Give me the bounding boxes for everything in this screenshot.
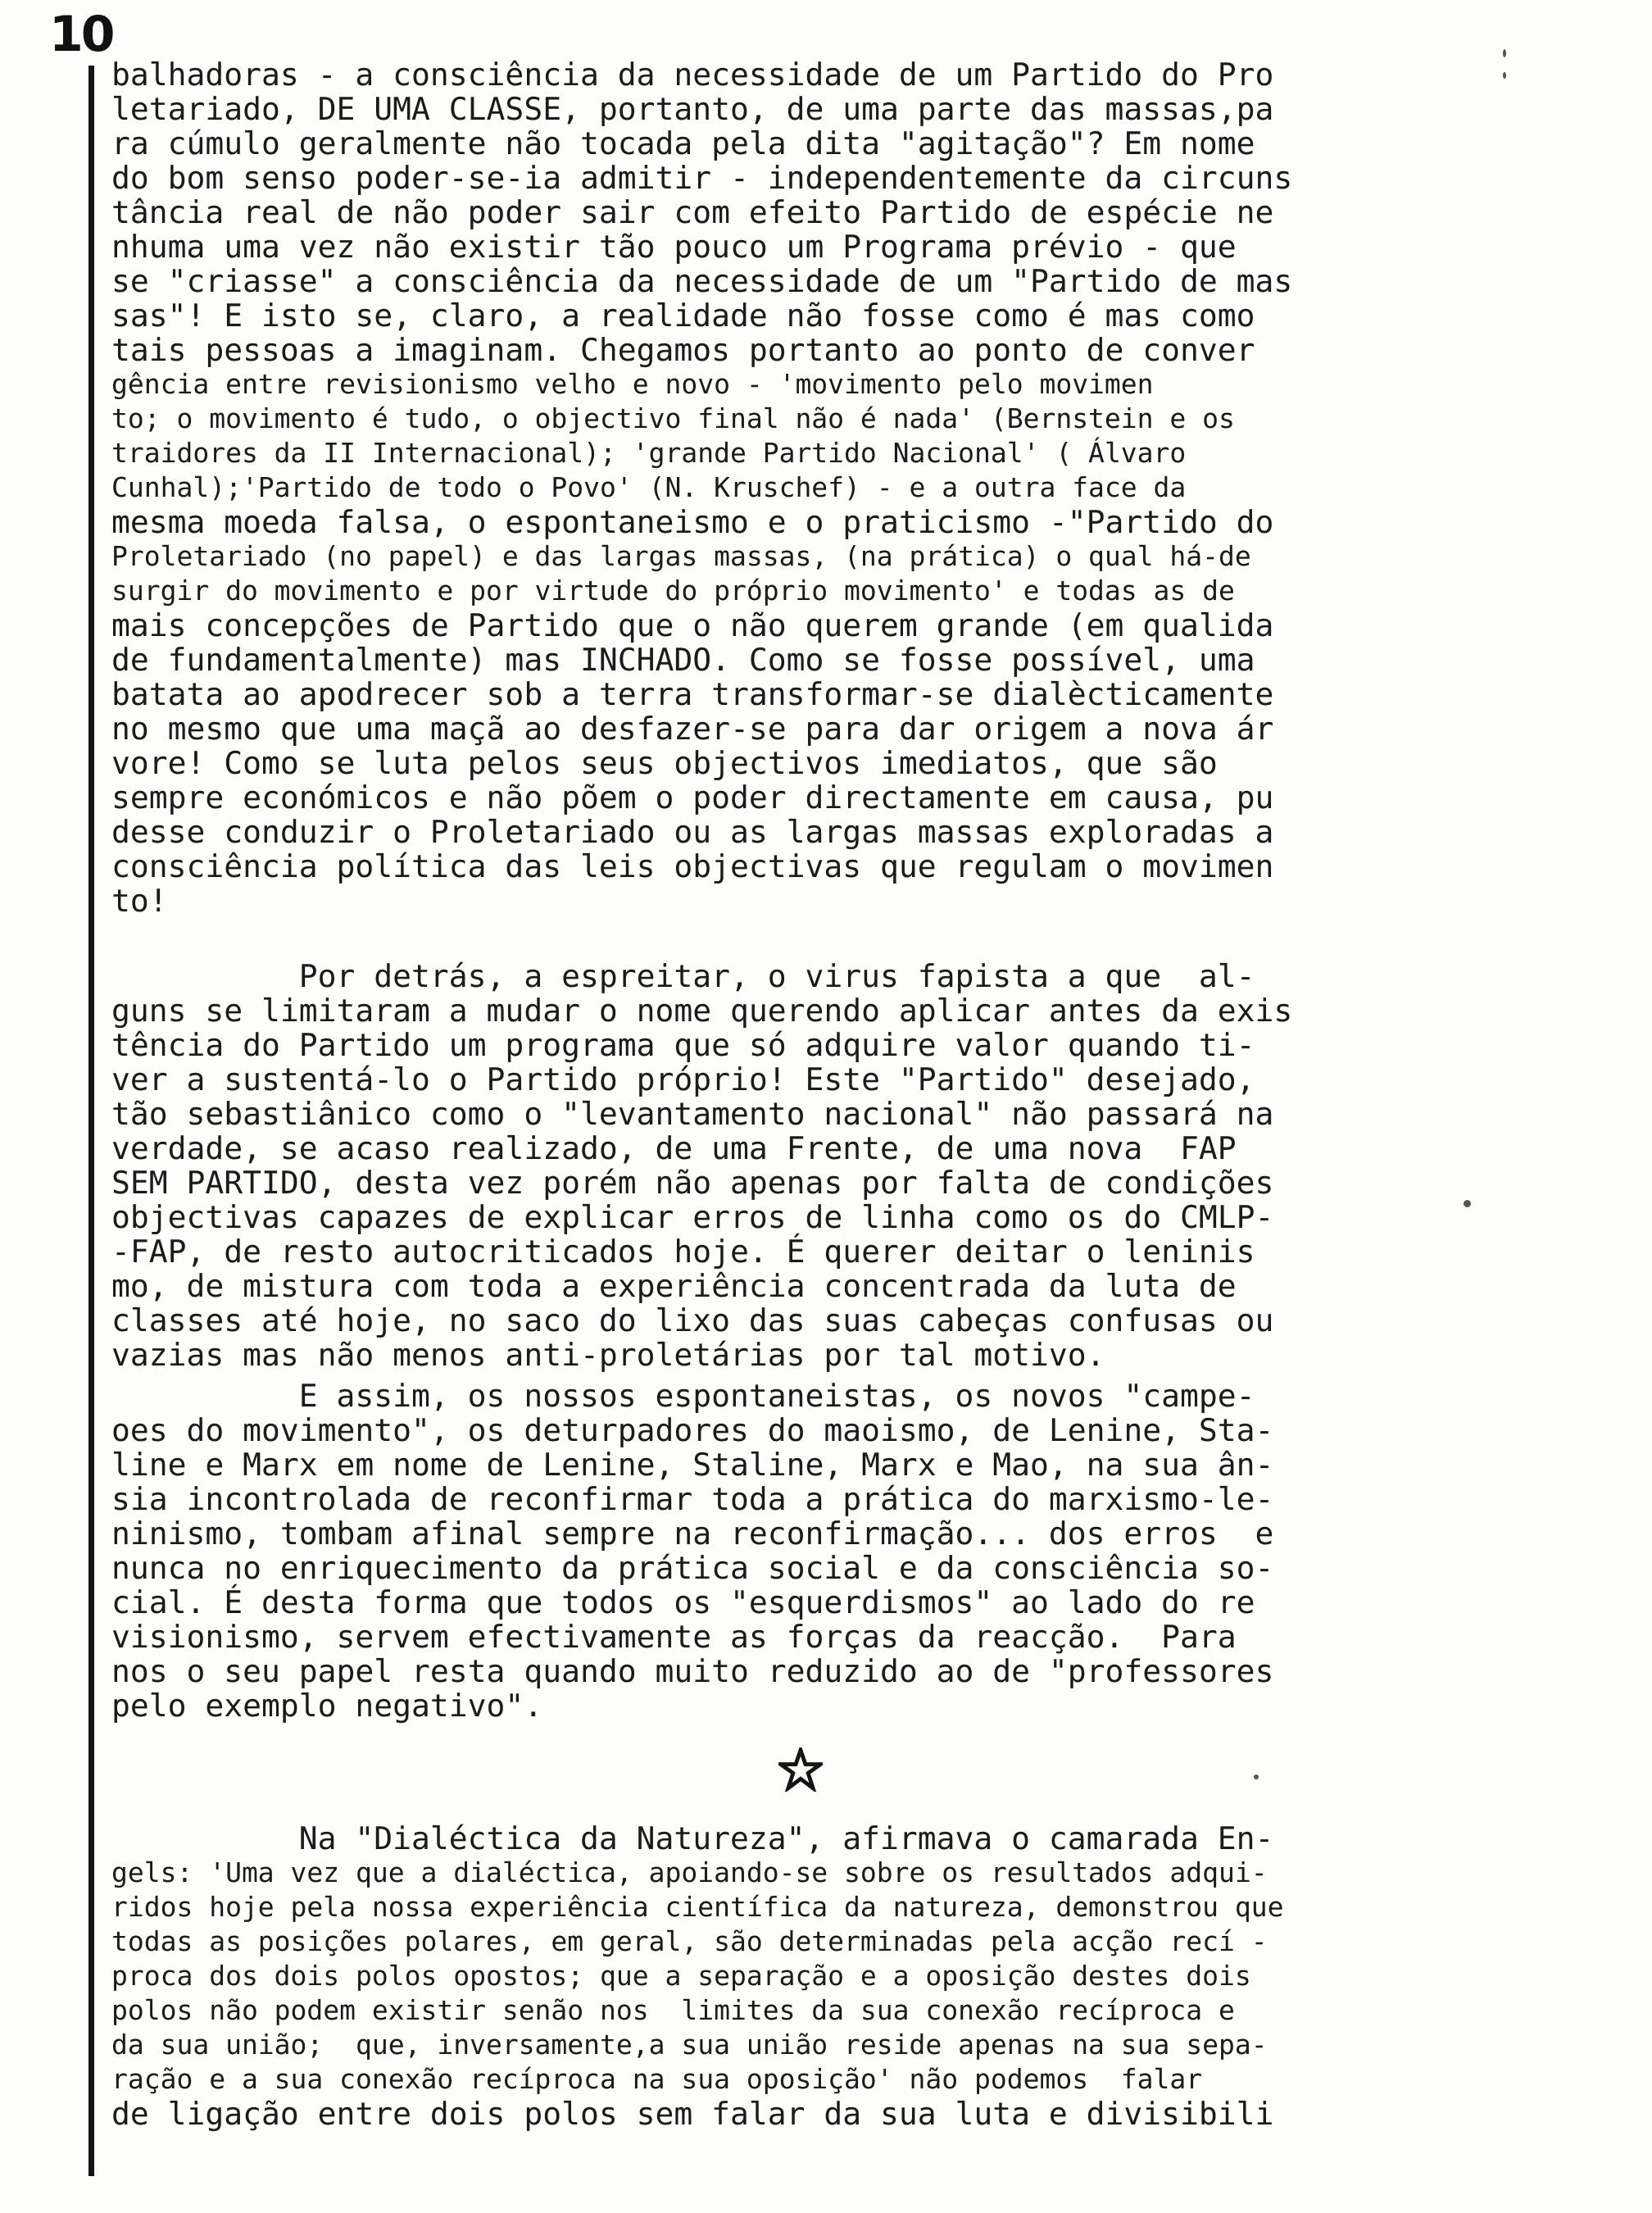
text-line: consciência política das leis objectivas que regulam o movimen [111,848,1274,884]
text-line: gels: 'Uma vez que a dialéctica, apoiando-se sobre os resultados adqui- [111,1856,1268,1888]
text-line: line e Marx em nome de Lenine, Staline, Marx e Mao, na sua ân- [111,1447,1274,1483]
text-line: polos não podem existir senão nos limites da sua conexão recíproca e [111,1994,1235,2026]
margin-rule [88,66,94,2176]
text-line: E assim, os nossos espontaneistas, os novos "campe- [111,1378,1255,1414]
scan-speck [1503,72,1506,79]
scan-speck [1254,1774,1259,1779]
text-line: sas"! E isto se, claro, a realidade não fosse como é mas como [111,298,1255,334]
text-line: ninismo, tombam afinal sempre na reconfirmação... dos erros e [111,1515,1274,1552]
text-line: Por detrás, a espreitar, o virus fapista a que al- [111,958,1255,994]
text-line: to! [111,883,168,919]
text-line: todas as posições polares, em geral, são determinadas pela acção recí - [111,1925,1268,1957]
text-line: sempre económicos e não põem o poder directamente em causa, pu [111,779,1274,816]
text-line: -FAP, de resto autocriticados hoje. É querer deitar o leninis [111,1234,1255,1270]
text-line: do bom senso poder-se-ia admitir - independentemente da circuns [111,160,1293,196]
text-line: SEM PARTIDO, desta vez porém não apenas por falta de condições [111,1165,1274,1201]
text-line: Na "Dialéctica da Natureza", afirmava o camarada En- [111,1820,1274,1856]
text-line: nhuma uma vez não existir tão pouco um Programa prévio - que [111,229,1237,265]
text-line: traidores da II Internacional); 'grande Partido Nacional' ( Álvaro [111,437,1187,469]
scan-speck [1464,1200,1471,1207]
text-line: verdade, se acaso realizado, de uma Frente, de uma nova FAP [111,1130,1237,1166]
text-line: ra cúmulo geralmente não tocada pela dita "agitação"? Em nome [111,125,1255,161]
text-line: balhadoras - a consciência da necessidade de um Partido do Pro [111,57,1274,93]
text-line: vore! Como se luta pelos seus objectivos imediatos, que são [111,745,1218,781]
text-line: ver a sustentá-lo o Partido próprio! Este "Partido" desejado, [111,1061,1255,1097]
star-icon [778,1747,823,1792]
text-line: visionismo, servem efectivamente as forças da reacção. Para [111,1619,1237,1655]
page-number: 10 [49,6,113,63]
text-line: classes até hoje, no saco do lixo das suas cabeças confusas ou [111,1302,1274,1338]
text-line: nos o seu papel resta quando muito reduzido ao de "professores [111,1653,1274,1689]
text-line: to; o movimento é tudo, o objectivo final não é nada' (Bernstein e os [111,402,1235,434]
text-line: oes do movimento", os deturpadores do maoismo, de Lenine, Sta- [111,1412,1274,1448]
text-line: Cunhal);'Partido de todo o Povo' (N. Kruschef) - e a outra face da [111,471,1187,503]
text-line: pelo exemplo negativo". [111,1688,543,1724]
text-line: tão sebastiânico como o "levantamento nacional" não passará na [111,1096,1274,1132]
text-line: de ligação entre dois polos sem falar da sua luta e divisibili [111,2096,1274,2132]
text-line: objectivas capazes de explicar erros de linha como os do CMLP- [111,1199,1274,1235]
text-line: ridos hoje pela nossa experiência científica da natureza, demonstrou que [111,1891,1284,1923]
text-line: desse conduzir o Proletariado ou as largas massas exploradas a [111,814,1274,850]
text-line: guns se limitaram a mudar o nome querendo aplicar antes da exis [111,993,1293,1029]
text-line: gência entre revisionismo velho e novo - 'movimento pelo movimen [111,368,1154,400]
text-line: no mesmo que uma maçã ao desfazer-se para dar origem a nova ár [111,711,1274,747]
text-line: tais pessoas a imaginam. Chegamos portanto ao ponto de conver [111,332,1255,368]
text-line: tência do Partido um programa que só adquire valor quando ti- [111,1027,1255,1063]
text-line: mo, de mistura com toda a experiência concentrada da luta de [111,1268,1237,1304]
text-line: nunca no enriquecimento da prática social e da consciência so- [111,1550,1274,1586]
text-line: Proletariado (no papel) e das largas massas, (na prática) o qual há-de [111,540,1251,572]
text-line: mesma moeda falsa, o espontaneismo e o praticismo -"Partido do [111,504,1274,540]
text-line: proca dos dois polos opostos; que a separação e a oposição destes dois [111,1960,1251,1992]
text-line: sia incontrolada de reconfirmar toda a prática do marxismo-le- [111,1481,1274,1517]
text-line: ração e a sua conexão recíproca na sua oposição' não podemos falar [111,2063,1203,2095]
text-line: letariado, DE UMA CLASSE, portanto, de uma parte das massas,pa [111,91,1274,127]
text-line: tância real de não poder sair com efeito Partido de espécie ne [111,194,1274,230]
text-line: de fundamentalmente) mas INCHADO. Como se fosse possível, uma [111,642,1255,678]
text-line: surgir do movimento e por virtude do próprio movimento' e todas as de [111,575,1235,607]
text-line: mais concepções de Partido que o não querem grande (em qualida [111,607,1274,643]
scan-speck [1503,49,1506,57]
text-line: da sua união; que, inversamente,a sua união reside apenas na sua sepa- [111,2029,1268,2061]
text-line: vazias mas não menos anti-proletárias por tal motivo. [111,1337,1105,1373]
text-line: batata ao apodrecer sob a terra transformar-se dialècticamente [111,676,1274,712]
text-line: se "criasse" a consciência da necessidade de um "Partido de mas [111,263,1293,299]
text-line: cial. É desta forma que todos os "esquerdismos" ao lado do re [111,1584,1255,1620]
